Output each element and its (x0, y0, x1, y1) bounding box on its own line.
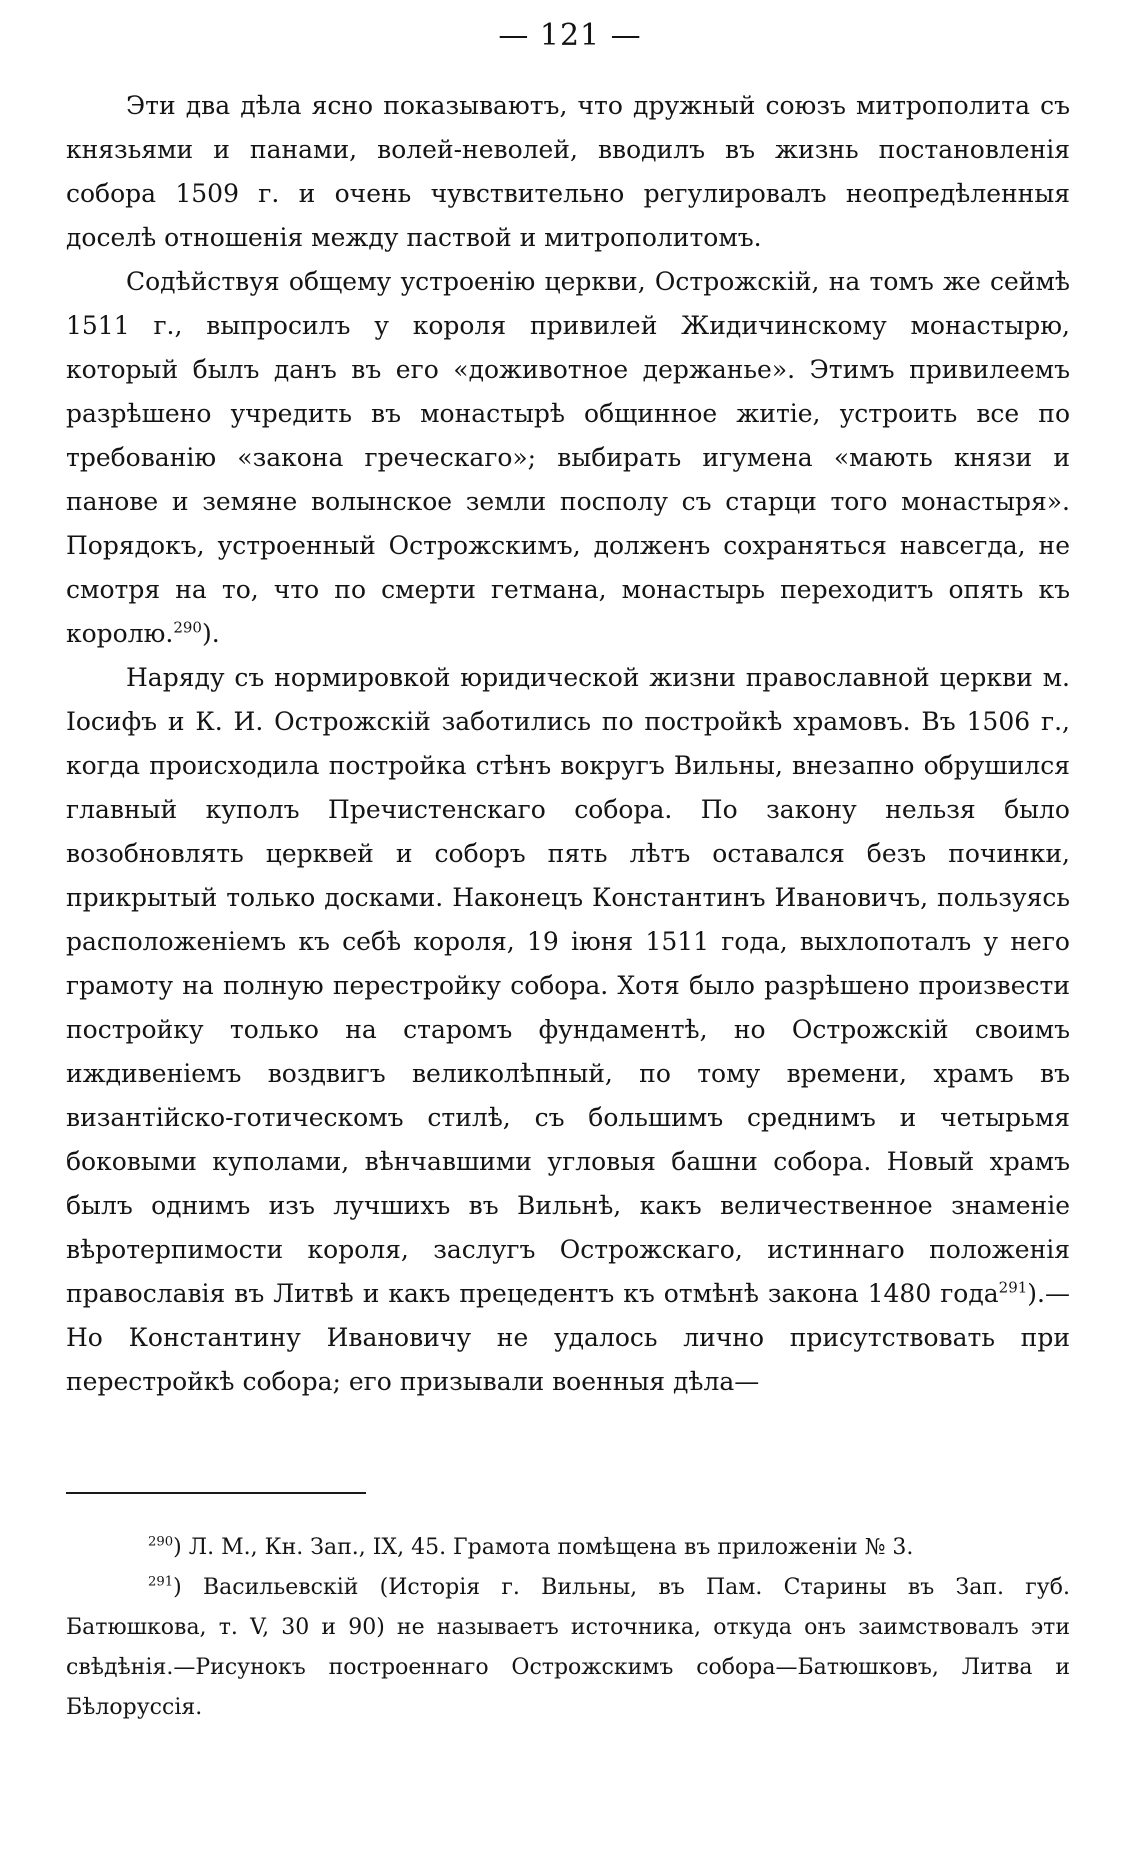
paragraph (66, 84, 1070, 260)
footnote-reference: 290 (173, 618, 202, 637)
paragraph-text-tail: ). (201, 619, 220, 648)
paragraph-text: Наряду съ нормировкой юридической жизни православной церкви м. Іосифъ и К. И. Острожскій заботились по постройкѣ храмовъ. Въ 1506 г., когда происходила постройка стѣнъ вокругъ Вильны, внезапно обрушился главный куполъ Пречистенскаго собора. По закону нельзя было возобновлять церквей и соборъ пять лѣтъ оставался безъ починки, прикрытый только досками. Наконецъ Константинъ Ивановичъ, пользуясь расположеніемъ къ себѣ короля, 19 іюня 1511 года, выхлопоталъ у него грамоту на полную перестройку собора. Хотя было разрѣшено произвести постройку только на старомъ фундаментѣ, но Острожскій своимъ иждивеніемъ воздвигъ великолѣпный, по тому времени, храмъ въ византійско-готическомъ стилѣ, съ большимъ среднимъ и четырьмя боковыми куполами, вѣнчавшими угловыя башни собора. Новый храмъ былъ однимъ изъ лучшихъ въ Вильнѣ, какъ величественное знаменіе вѣротерпимости короля, заслугъ Острожскаго, истиннаго положенія православія въ Литвѣ и какъ прецедентъ къ отмѣнѣ закона 1480 года (66, 663, 1070, 1308)
footnote-reference: 291 (998, 1278, 1028, 1297)
footnote (66, 1568, 1070, 1728)
footnote-number: 291 (148, 1574, 174, 1590)
footnote-text: ) Л. М., Кн. Зап., IX, 45. Грамота помѣщена въ приложеніи № 3. (173, 1535, 914, 1560)
main-text (66, 84, 1070, 1404)
paragraph-text: Содѣйствуя общему устроенію церкви, Острожскій, на томъ же сеймѣ 1511 г., выпросилъ у короля привилей Жидичинскому монастырю, который былъ данъ въ его «доживотное держанье». Этимъ привилеемъ разрѣшено учредить въ монастырѣ общинное житіе, устроить все по требованію «закона греческаго»; выбирать игумена «мають князи и панове и земяне волынское земли посполу съ старци того монастыря». Порядокъ, устроенный Острожскимъ, долженъ сохраняться навсегда, не смотря на то, что по смерти гетмана, монастырь переходитъ опять къ королю. (66, 267, 1070, 648)
paragraph-text-tail: ).—Но Константину Ивановичу не удалось лично присутствовать при перестройкѣ собора; его призывали военныя дѣла— (66, 1279, 1070, 1396)
footnote-divider (66, 1492, 366, 1494)
footnote (66, 1528, 1070, 1568)
footnote-text: ) Васильевскій (Исторія г. Вильны, въ Пам. Старины въ Зап. губ. Батюшкова, т. V, 30 и 90) не называетъ источника, откуда онъ заимствовалъ эти свѣдѣнія.—Рисунокъ построеннаго Острожскимъ собора—Батюшковъ, Литва и Бѣлоруссія. (66, 1575, 1070, 1720)
footnotes (66, 1528, 1070, 1728)
paragraph-text: Эти два дѣла ясно показываютъ, что дружный союзъ митрополита съ князьями и панами, волей-неволей, вводилъ въ жизнь постановленія собора 1509 г. и очень чувствительно регулировалъ неопредѣленныя доселѣ отношенія между паствой и митрополитомъ. (66, 91, 1070, 252)
page-number: — 121 — (498, 18, 642, 53)
paragraph (66, 260, 1070, 656)
paragraph (66, 656, 1070, 1404)
footnote-number: 290 (148, 1534, 174, 1550)
